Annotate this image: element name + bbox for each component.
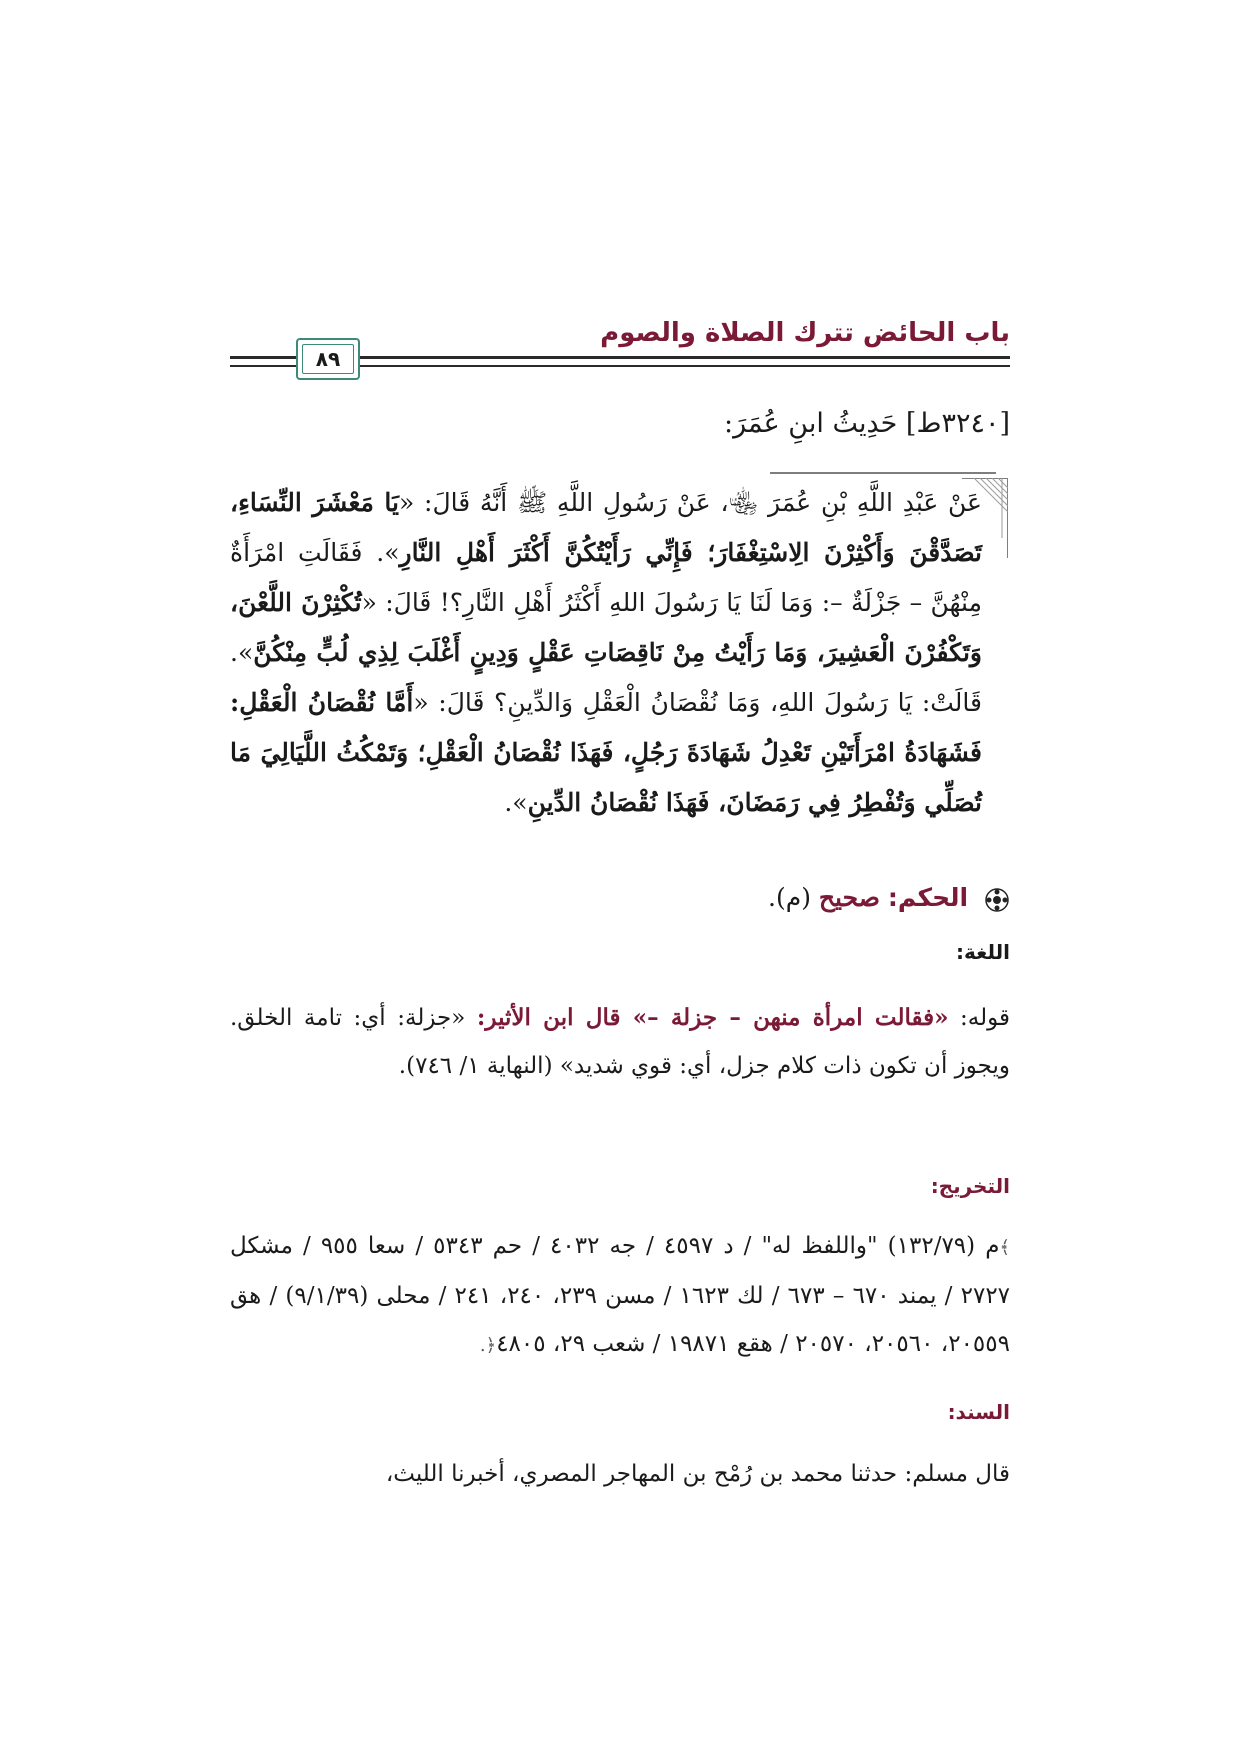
page-number: ٨٩ bbox=[302, 344, 354, 374]
hadith-part-3: ». قَالَتْ: يَا رَسُولَ اللهِ، وَمَا نُقْصَانُ الْعَقْلِ وَالدِّينِ؟ قَالَ: « bbox=[230, 638, 982, 717]
takhrij-open-bracket: ﴾ bbox=[999, 1237, 1010, 1258]
takhrij-close-bracket: ﴿. bbox=[479, 1335, 497, 1356]
flower-icon bbox=[984, 887, 1010, 913]
language-quote: «فقالت امرأة منهن – جزلة –» قال ابن الأثير: bbox=[476, 1004, 949, 1031]
language-paragraph bbox=[230, 994, 1010, 1090]
language-intro: قوله: bbox=[948, 1005, 1010, 1031]
takhrij-paragraph bbox=[230, 1222, 1010, 1370]
ruling-source: (م). bbox=[768, 883, 811, 912]
hadith-bold-1: يَا مَعْشَرَ النِّسَاءِ، تَصَدَّقْنَ وَأَكْثِرْنَ الِاسْتِغْفَارَ؛ فَإِنِّي رَأَيْتُكُنَّ أَكْثَرَ أَهْلِ النَّارِ bbox=[230, 488, 982, 567]
hadith-end: ». bbox=[504, 788, 528, 817]
takhrij-heading: التخريج: bbox=[930, 1174, 1010, 1198]
hadith-text bbox=[230, 478, 982, 828]
takhrij-text: م (١٣٢/٧٩) "واللفظ له" / د ٤٥٩٧ / جه ٤٠٣٢ / حم ٥٣٤٣ / سعا ٩٥٥ / مشكل ٢٧٢٧ / يمند ٦٧٠ – ٦٧٣ / لك ١٦٢٣ / مسن ٢٣٩، ٢٤٠، ٢٤١ / محلى (٩/١/٣٩) / هق ٢٠٥٥٩، ٢٠٥٦٠، ٢٠٥٧٠ / هقع ١٩٨٧١ / شعب ٢٩، ٤٨٠٥ bbox=[230, 1233, 1011, 1357]
hadith-part-2: ». فَقَالَتِ امْرَأَةٌ مِنْهُنَّ – جَزْلَةٌ –: وَمَا لَنَا يَا رَسُولَ اللهِ أَكْثَرُ أَهْلِ النَّارِ؟! قَالَ: « bbox=[230, 538, 982, 617]
ruling-value: صحيح bbox=[818, 883, 880, 912]
hadith-bold-3: أَمَّا نُقْصَانُ الْعَقْلِ: فَشَهَادَةُ امْرَأَتَيْنِ تَعْدِلُ شَهَادَةَ رَجُلٍ، فَهَذَا نُقْصَانُ الْعَقْلِ؛ وَتَمْكُثُ اللَّيَالِيَ مَا تُصَلِّي وَتُفْطِرُ فِي رَمَضَانَ، فَهَذَا نُقْصَانُ الدِّينِ bbox=[230, 688, 982, 817]
ruling-label: الحكم: bbox=[887, 883, 969, 912]
page-number-box bbox=[296, 338, 360, 380]
hadith-part-1: عَنْ عَبْدِ اللَّهِ بْنِ عُمَرَ ﵄، عَنْ رَسُولِ اللَّهِ ﷺ أَنَّهُ قَالَ: « bbox=[398, 488, 982, 517]
language-text: «جزلة: أي: تامة الخلق. ويجوز أن تكون ذات كلام جزل، أي: قوي شديد» (النهاية ١/ ٧٤٦). bbox=[230, 1005, 1010, 1079]
sanad-paragraph: قال مسلم: حدثنا محمد بن رُمْح بن المهاجر المصري، أخبرنا الليث، bbox=[385, 1461, 1010, 1487]
ruling bbox=[410, 878, 1010, 918]
chapter-title: باب الحائض تترك الصلاة والصوم bbox=[600, 318, 1010, 348]
section-underline bbox=[770, 472, 996, 474]
hadith-bold-2: تُكْثِرْنَ اللَّعْنَ، وَتَكْفُرْنَ الْعَشِيرَ، وَمَا رَأَيْتُ مِنْ نَاقِصَاتِ عَقْلٍ وَدِينٍ أَغْلَبَ لِذِي لُبٍّ مِنْكُنَّ bbox=[230, 588, 982, 667]
sanad-heading: السند: bbox=[947, 1400, 1010, 1424]
language-heading: اللغة: bbox=[956, 940, 1010, 964]
section-title: [٣٢٤٠ط] حَدِيثُ ابنِ عُمَرَ: bbox=[724, 408, 1010, 439]
